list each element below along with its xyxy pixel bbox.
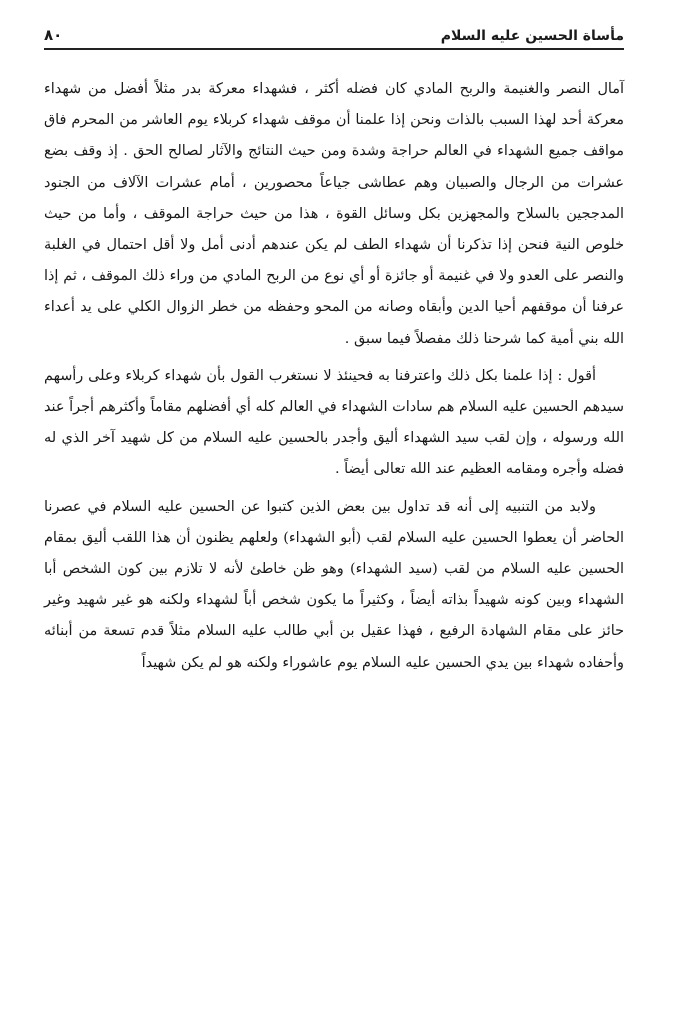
paragraph-3: ولابد من التنبيه إلى أنه قد تداول بين بعض الذين كتبوا عن الحسين عليه السلام في عصرنا الحاضر أن يعطوا الحسين عليه السلام لقب (أبو الشهداء) ولعلهم يظنون أن هذا اللقب أليق بمقام الحسين عليه السلام من لقب (سيد الشهداء) وهو ظن خاطئ لأنه لا تلازم بين كون الشخص أبا الشهداء وبين كونه شهيداً بذاته أيضاً ، وكثيراً ما يكون شخص أباً لشهداء ولكنه هو غير شهيد وغير حائز على مقام الشهادة الرفيع ، فهذا عقيل بن أبي طالب عليه السلام مثلاً قدم تسعة من أبنائه وأحفاده شهداء بين يدي الحسين عليه السلام يوم عاشوراء ولكنه هو لم يكن شهيداً <box>44 498 624 671</box>
page-header <box>44 22 624 44</box>
paragraph-2: أقول : إذا علمنا بكل ذلك واعترفنا به فحينئذ لا نستغرب القول بأن شهداء كربلاء وعلى رأسهم سيدهم الحسين عليه السلام هم سادات الشهداء في العالم كله أي أفضلهم مقاماً وأكثرهم أجراً عند الله ورسوله ، وإن لقب سيد الشهداء أليق وأجدر بالحسين عليه السلام من كل شهيد آخر الذي له فضله وأجره ومقامه العظيم عند الله تعالى أيضاً . <box>44 367 624 478</box>
header-divider <box>44 48 624 50</box>
running-title: مأساة الحسين عليه السلام <box>440 28 624 44</box>
paragraph-1: آمال النصر والغنيمة والربح المادي كان فضله أكثر ، فشهداء معركة بدر مثلاً أفضل من شهداء معركة أحد لهذا السبب بالذات ونحن إذا علمنا أن موقف شهداء كربلاء يوم العاشر من المحرم فاق مواقف جميع الشهداء في العالم حراجة وشدة ومن حيث النتائج والآثار لصالح الحق . إذ وقف بضع عشرات من الرجال والصبيان وهم عطاشى جياعاً محصورين ، أمام عشرات الآلاف من الجنود المدججين بالسلاح والمجهزين بكل وسائل القوة ، هذا من حيث حراجة الموقف ، وأما من حيث خلوص النية فنحن إذا تذكرنا أن شهداء الطف لم يكن عندهم أدنى أمل ولا أقل احتمال في الغلبة والنصر على العدو ولا في غنيمة أو جائزة أو أي نوع من الربح المادي من وراء ذلك الموقف ، ثم إذا عرفنا أن موقفهم أحيا الدين وأبقاه وصانه من المحو وحفظه من خطر الزوال الكلي على يد أعداء الله بني أمية كما شرحنا ذلك مفصلاً فيما سبق . <box>44 81 624 347</box>
page-number: ٨٠ <box>44 26 63 44</box>
body-text <box>44 74 624 685</box>
